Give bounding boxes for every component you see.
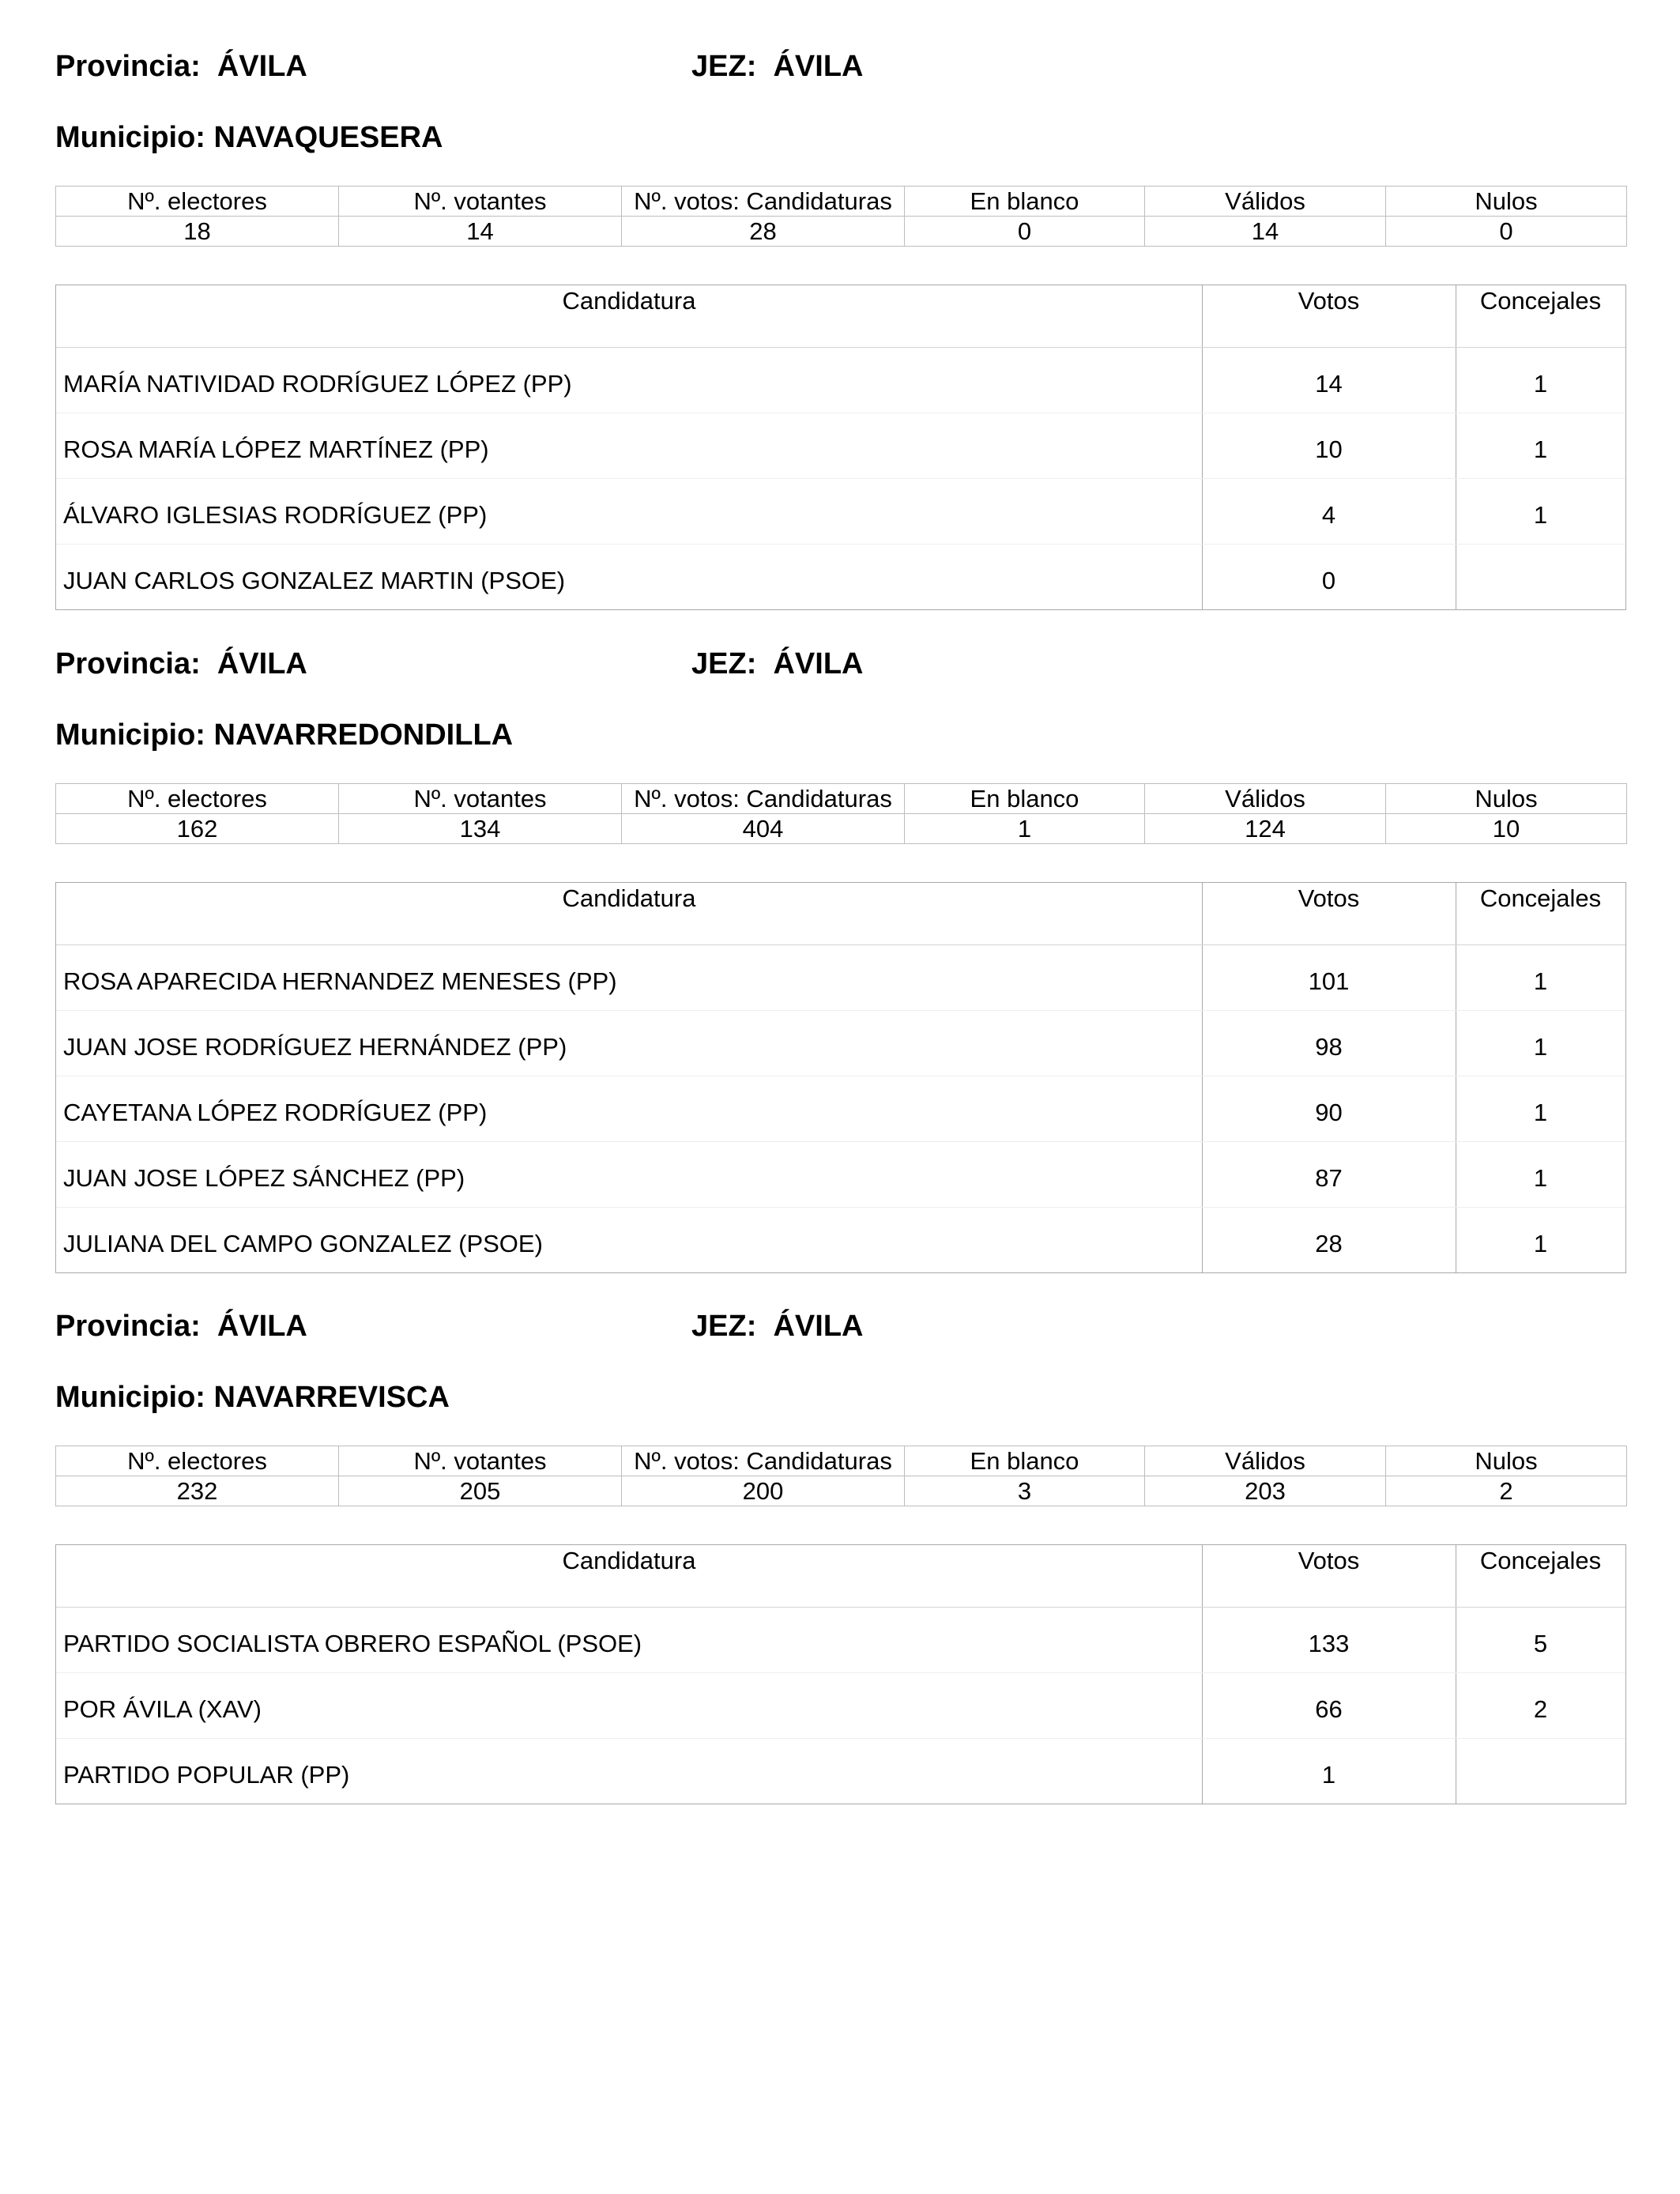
stats-value-cell: 18: [56, 217, 339, 247]
stats-value-cell: 203: [1145, 1476, 1386, 1506]
candidate-votos: 0: [1321, 567, 1336, 594]
stats-value-cell: 124: [1145, 814, 1386, 844]
candidate-concejales: 1: [1533, 501, 1548, 529]
stats-header-cell: Nº. electores: [56, 1446, 339, 1476]
stats-value-cell: 404: [622, 814, 905, 844]
candidates-table: [55, 1544, 1626, 1804]
stats-header-row: [56, 187, 1627, 217]
candidate-concejales: 1: [1533, 1164, 1548, 1192]
candidate-name: JUAN JOSE RODRÍGUEZ HERNÁNDEZ (PP): [63, 1033, 567, 1061]
candidate-name: CAYETANA LÓPEZ RODRÍGUEZ (PP): [63, 1099, 488, 1126]
candidate-row: [56, 1142, 1625, 1208]
header-votos: Votos: [1298, 287, 1360, 315]
provincia-heading: Provincia: ÁVILA: [55, 1310, 307, 1343]
stats-header-cell: Nº. votos: Candidaturas: [622, 784, 905, 814]
candidate-row: [56, 413, 1625, 479]
candidate-row: [56, 945, 1625, 1011]
stats-value-cell: 2: [1386, 1476, 1627, 1506]
candidate-concejales: 1: [1533, 967, 1548, 995]
candidate-votos: 87: [1315, 1164, 1343, 1192]
municipio-heading: Municipio: NAVARREDONDILLA: [55, 718, 514, 752]
candidates-header: [56, 1545, 1625, 1608]
candidate-votos: 1: [1321, 1761, 1336, 1789]
stats-header-cell: Nº. electores: [56, 784, 339, 814]
candidate-row: [56, 348, 1625, 413]
candidate-concejales: 1: [1533, 435, 1548, 463]
stats-value-cell: 205: [339, 1476, 622, 1506]
candidate-votos: 66: [1315, 1695, 1343, 1723]
stats-header-cell: Nº. votantes: [339, 1446, 622, 1476]
stats-value-row: [56, 1476, 1627, 1506]
jez-heading: JEZ: ÁVILA: [691, 50, 864, 83]
candidates-table: [55, 285, 1626, 610]
stats-value-cell: 200: [622, 1476, 905, 1506]
candidate-concejales: 2: [1533, 1695, 1548, 1723]
candidate-row: [56, 1011, 1625, 1076]
stats-header-cell: Nº. votos: Candidaturas: [622, 187, 905, 217]
candidate-name: JUAN CARLOS GONZALEZ MARTIN (PSOE): [63, 567, 566, 594]
candidate-name: ÁLVARO IGLESIAS RODRÍGUEZ (PP): [63, 501, 488, 529]
header-votos: Votos: [1298, 884, 1360, 912]
candidate-votos: 10: [1315, 435, 1343, 463]
stats-value-cell: 134: [339, 814, 622, 844]
stats-value-cell: 1: [905, 814, 1145, 844]
candidate-concejales: 1: [1533, 1230, 1548, 1257]
candidate-row: [56, 1673, 1625, 1739]
stats-value-row: [56, 814, 1627, 844]
jez-heading: JEZ: ÁVILA: [691, 647, 864, 680]
municipio-heading: Municipio: NAVARREVISCA: [55, 1381, 450, 1414]
candidate-votos: 28: [1315, 1230, 1343, 1257]
stats-value-cell: 232: [56, 1476, 339, 1506]
stats-value-cell: 14: [1145, 217, 1386, 247]
candidate-row: [56, 545, 1625, 609]
candidate-votos: 98: [1315, 1033, 1343, 1061]
candidate-concejales: 1: [1533, 1033, 1548, 1061]
provincia-heading: Provincia: ÁVILA: [55, 647, 307, 680]
header-votos: Votos: [1298, 1547, 1360, 1574]
candidate-concejales: 1: [1533, 370, 1548, 398]
stats-header-cell: Nº. votantes: [339, 784, 622, 814]
candidate-name: PARTIDO POPULAR (PP): [63, 1761, 350, 1789]
stats-table: [55, 783, 1627, 844]
candidate-name: ROSA APARECIDA HERNANDEZ MENESES (PP): [63, 967, 617, 995]
candidate-votos: 14: [1315, 370, 1343, 398]
candidate-concejales: 1: [1533, 1099, 1548, 1126]
header-concejales: Concejales: [1479, 287, 1602, 315]
jez-heading: JEZ: ÁVILA: [691, 1310, 864, 1343]
candidate-votos: 101: [1308, 967, 1350, 995]
candidate-votos: 4: [1321, 501, 1336, 529]
stats-header-cell: En blanco: [905, 784, 1145, 814]
stats-value-cell: 10: [1386, 814, 1627, 844]
candidate-name: MARÍA NATIVIDAD RODRÍGUEZ LÓPEZ (PP): [63, 370, 572, 398]
stats-value-row: [56, 217, 1627, 247]
candidates-header: [56, 883, 1625, 945]
stats-header-cell: Válidos: [1145, 784, 1386, 814]
candidate-name: ROSA MARÍA LÓPEZ MARTÍNEZ (PP): [63, 435, 489, 463]
stats-table: [55, 1446, 1627, 1506]
candidates-header: [56, 285, 1625, 348]
stats-table: [55, 186, 1627, 247]
stats-value-cell: 14: [339, 217, 622, 247]
header-candidatura: Candidatura: [562, 884, 696, 912]
provincia-heading: Provincia: ÁVILA: [55, 50, 307, 83]
header-candidatura: Candidatura: [562, 287, 696, 315]
stats-header-row: [56, 784, 1627, 814]
candidate-name: JUAN JOSE LÓPEZ SÁNCHEZ (PP): [63, 1164, 465, 1192]
municipio-heading: Municipio: NAVAQUESERA: [55, 121, 443, 154]
header-concejales: Concejales: [1479, 1547, 1602, 1574]
stats-header-cell: Válidos: [1145, 1446, 1386, 1476]
candidate-name: POR ÁVILA (XAV): [63, 1695, 262, 1723]
candidate-row: [56, 1608, 1625, 1673]
stats-header-cell: Válidos: [1145, 187, 1386, 217]
candidates-table: [55, 882, 1626, 1273]
stats-header-row: [56, 1446, 1627, 1476]
stats-header-cell: Nº. votantes: [339, 187, 622, 217]
stats-value-cell: 28: [622, 217, 905, 247]
stats-header-cell: Nº. electores: [56, 187, 339, 217]
header-candidatura: Candidatura: [562, 1547, 696, 1574]
stats-header-cell: Nulos: [1386, 187, 1627, 217]
candidate-row: [56, 1739, 1625, 1804]
stats-value-cell: 0: [1386, 217, 1627, 247]
stats-value-cell: 3: [905, 1476, 1145, 1506]
candidate-name: JULIANA DEL CAMPO GONZALEZ (PSOE): [63, 1230, 543, 1257]
stats-value-cell: 162: [56, 814, 339, 844]
stats-header-cell: En blanco: [905, 187, 1145, 217]
stats-value-cell: 0: [905, 217, 1145, 247]
candidate-row: [56, 1208, 1625, 1272]
stats-header-cell: Nulos: [1386, 784, 1627, 814]
stats-header-cell: En blanco: [905, 1446, 1145, 1476]
header-concejales: Concejales: [1479, 884, 1602, 912]
candidate-row: [56, 479, 1625, 545]
candidate-name: PARTIDO SOCIALISTA OBRERO ESPAÑOL (PSOE): [63, 1630, 642, 1657]
candidate-votos: 90: [1315, 1099, 1343, 1126]
stats-header-cell: Nulos: [1386, 1446, 1627, 1476]
candidate-votos: 133: [1308, 1630, 1350, 1657]
candidate-row: [56, 1076, 1625, 1142]
stats-header-cell: Nº. votos: Candidaturas: [622, 1446, 905, 1476]
candidate-concejales: 5: [1533, 1630, 1548, 1657]
